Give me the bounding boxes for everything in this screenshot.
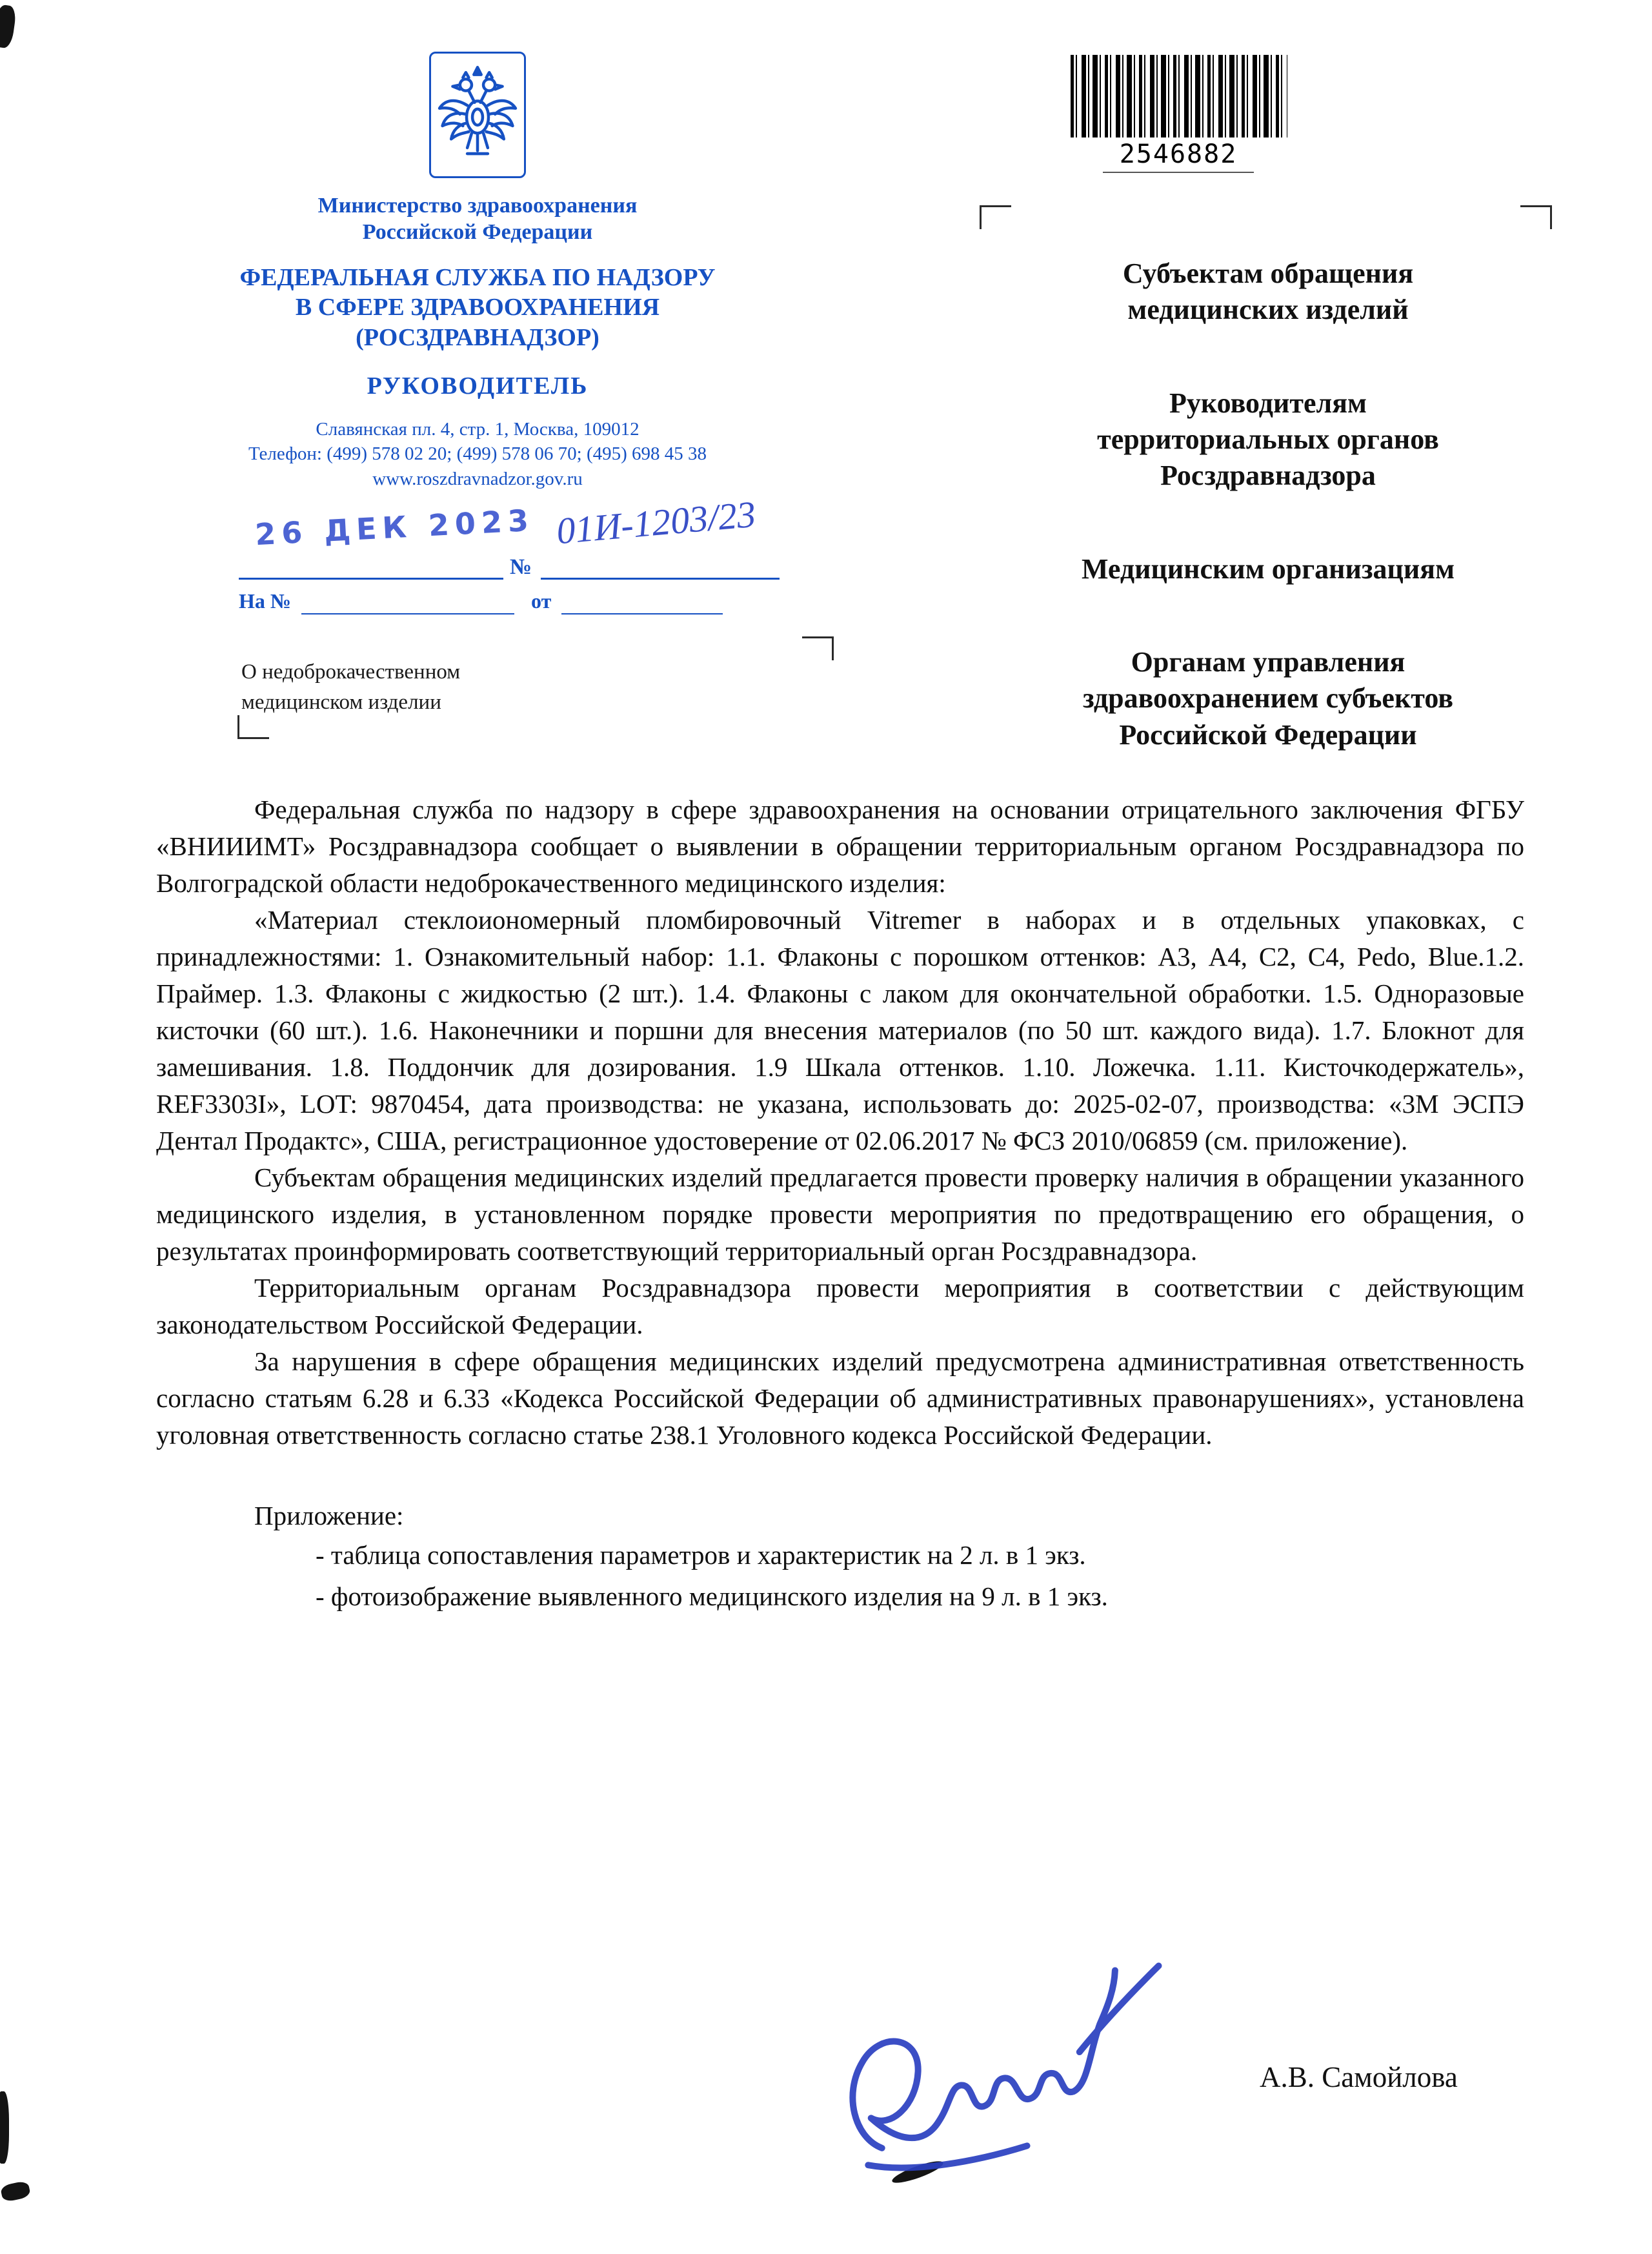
addressee-line: Медицинским организациям: [1081, 553, 1455, 585]
addressees-list: [962, 256, 1575, 753]
date-stamp: 26 ДЕК 2023: [254, 502, 536, 553]
subject-zone-corner-bottomleft: [237, 715, 269, 739]
addressee-line: медицинских изделий: [1127, 294, 1409, 326]
addressee-line: территориальных органов: [1097, 423, 1439, 455]
addressee-line: здравоохранением субъектов: [1082, 682, 1454, 715]
letter-body: [156, 791, 1524, 1617]
handwritten-signature: [816, 1950, 1210, 2201]
role-title: РУКОВОДИТЕЛЬ: [367, 372, 589, 400]
barcode: [1070, 54, 1287, 173]
postal-address: Славянская пл. 4, стр. 1, Москва, 109012: [316, 419, 640, 440]
ministry-name-line1: Министерство здравоохранения: [317, 194, 638, 218]
number-sign-label: №: [510, 555, 532, 579]
letter-subject: [241, 657, 577, 718]
service-name-line1: ФЕДЕРАЛЬНАЯ СЛУЖБА ПО НАДЗОРУ: [239, 263, 716, 291]
attachment-item: - фотоизображение выявленного медицинского изделия на 9 л. в 1 экз.: [316, 1581, 1108, 1611]
signer-name: А.В. Самойлова: [1260, 2061, 1458, 2093]
body-paragraph: «Материал стеклоиономерный пломбировочный Vitremer в наборах и в отдельных упаковках, с принадлежностями: 1. Ознакомительный набор: 1.1. Флаконы с порошком оттенков: А3, А4, С2, С4, Pedo, Blue.1.2. Праймер. 1.3. Флаконы с жидкостью (2 шт.). 1.4. Флаконы с лаком для окончательной обработки. 1.5. Одноразовые кисточки (60 шт.). 1.6. Наконечники и поршни для внесения материалов (по 50 шт. каждого вида). 1.7. Блокнот для замешивания. 1.8. Поддончик для дозирования. 1.9 Шкала оттенков. 1.10. Ложечка. 1.11. Кисточкодержатель», REF3303I», LOT: 9870454, дата производства: не указана, использовать до: 2025-02-07, производства: «3М ЭСПЭ Дентал Продактс», США, регистрационное удостоверение от 02.06.2017 № ФСЗ 2010/06859 (см. приложение).: [156, 905, 1524, 1155]
number-underline: [541, 548, 780, 580]
subject-line1: О недоброкачественном: [241, 660, 461, 684]
phone-numbers: Телефон: (499) 578 02 20; (499) 578 06 70; (495) 698 45 38: [248, 443, 707, 465]
body-paragraph: Субъектам обращения медицинских изделий предлагается провести проверку наличия в обращении указанного медицинского изделия, в установленном порядке провести мероприятия по предотвращению его обращения, о результатах проинформировать соответствующий территориальный орган Росздравнадзора.: [156, 1163, 1524, 1266]
subject-zone-corner-topright: [802, 636, 834, 660]
ref-number-row: [239, 543, 794, 580]
attachment-label: Приложение:: [254, 1501, 404, 1530]
date-underline: [239, 548, 503, 580]
scan-artifact: [0, 2091, 9, 2164]
attachment-item: - таблица сопоставления параметров и характеристик на 2 л. в 1 экз.: [316, 1540, 1086, 1570]
addressee-health-authorities: [962, 644, 1575, 753]
letterhead: [155, 52, 800, 491]
reply-to-row: [239, 581, 794, 614]
attachment-section: [156, 1498, 1524, 1617]
addressee-line: Субъектам обращения: [1122, 258, 1414, 289]
na-number-label: На №: [239, 589, 292, 613]
addressee-line: Органам управления: [1131, 645, 1405, 678]
na-number-underline: [301, 586, 514, 614]
double-headed-eagle-icon: [434, 57, 521, 172]
website-url[interactable]: www.roszdravnadzor.gov.ru: [372, 468, 583, 489]
address-zone-corner-topright: [1520, 205, 1552, 229]
service-name-line3: (РОСЗДРАВНАДЗОР): [356, 323, 599, 351]
service-name-line2: В СФЕРЕ ЗДРАВООХРАНЕНИЯ: [295, 294, 660, 321]
addressee-territorial-heads: [962, 385, 1575, 494]
subject-line2: медицинском изделии: [241, 690, 441, 714]
scan-artifact: [0, 2180, 31, 2203]
ministry-name-line2: Российской Федерации: [362, 220, 593, 245]
addressee-line: Российской Федерации: [1119, 718, 1417, 751]
addressee-line: Руководителям: [1169, 387, 1367, 419]
addressee-subjects-of-circulation: [962, 256, 1575, 329]
address-zone-corner-topleft: [980, 205, 1011, 229]
ot-label: от: [531, 589, 552, 613]
addressee-medical-organizations: [962, 551, 1575, 587]
body-paragraph: Территориальным органам Росздравнадзора провести мероприятия в соответствии с действующим законодательством Российской Федерации.: [156, 1273, 1524, 1339]
body-paragraph: За нарушения в сфере обращения медицинских изделий предусмотрена административная ответственность согласно статьям 6.28 и 6.33 «Кодекса Российской Федерации об административных правонарушениях», установлена уголовная ответственность согласно статье 238.1 Уголовного кодекса Российской Федерации.: [156, 1346, 1524, 1450]
coat-of-arms-emblem: [429, 52, 526, 178]
body-paragraph: Федеральная служба по надзору в сфере здравоохранения на основании отрицательного заключения ФГБУ «ВНИИИМТ» Росздравнадзора сообщает о выявлении в обращении территориальным органом Росздравнадзора по Волгоградской области недоброкачественного медицинского изделия:: [156, 795, 1524, 898]
outgoing-number-handwritten: 01И-1203/23: [554, 492, 758, 553]
scan-artifact: [0, 4, 17, 49]
addressee-line: Росздравнадзора: [1160, 460, 1376, 492]
barcode-bars: [1070, 54, 1288, 138]
ot-date-underline: [561, 586, 723, 614]
barcode-number: 2546882: [1103, 139, 1254, 173]
